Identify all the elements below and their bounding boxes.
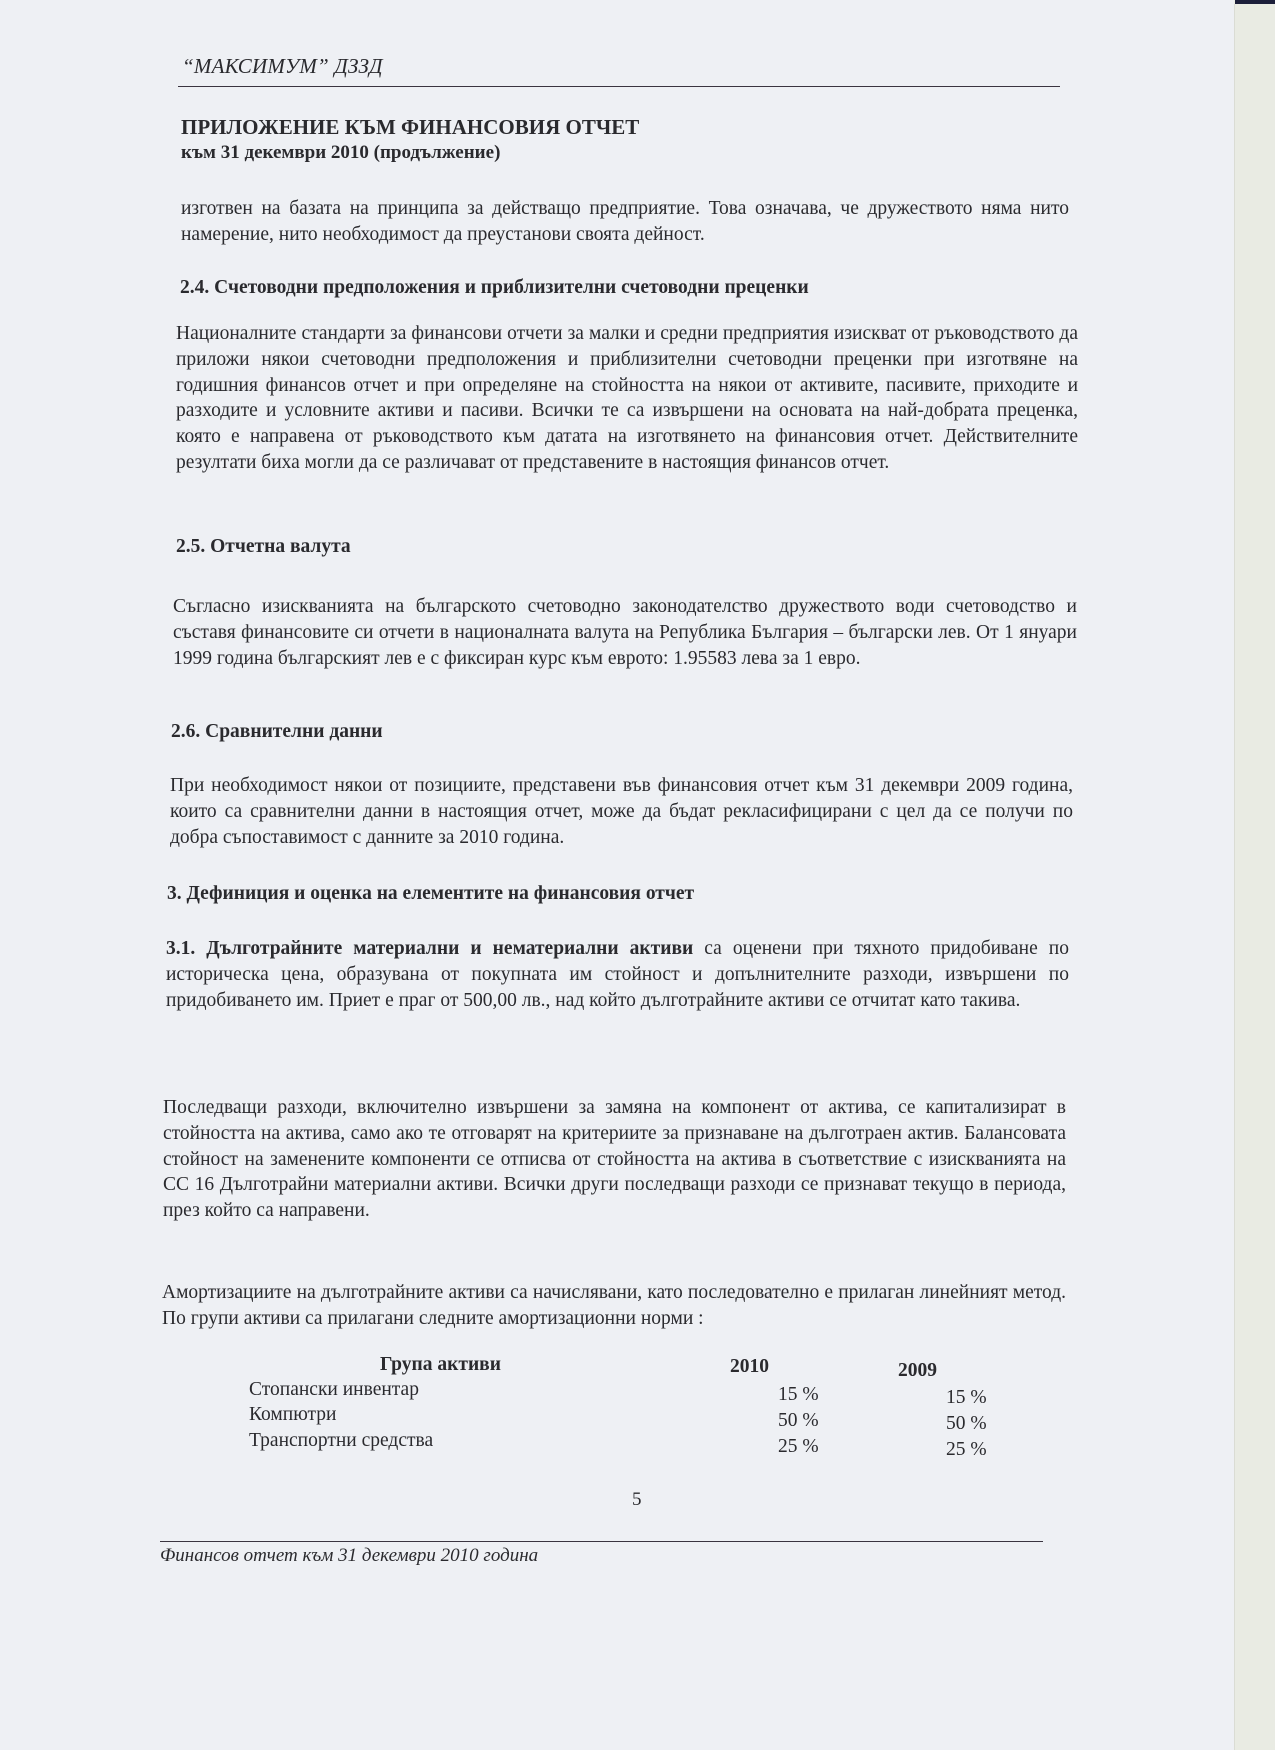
section-2-4-paragraph: Националните стандарти за финансови отчети за малки и средни предприятия изискват от ръководството да приложи някои счетоводни предположения и приблизителни счетоводни преценки при изготвяне на годишния финансов отчет и при определяне на стойността на някои от активите, пасивите, приходите и разходите и условните активи и пасиви. Всички те са извършени на основата на най-добрата преценка, която е направена от ръководството към датата на изготвянето на финансовия отчет. Действителните резултати биха могли да се различават от представените в настоящия финансов отчет. [176,323,1078,473]
table-row-2010-value: 50 % [778,1410,819,1431]
header-rule [178,86,1060,87]
table-row-2009-value: 50 % [946,1413,987,1434]
company-name: “МАКСИМУМ” ДЗЗД [182,54,383,78]
page-number: 5 [632,1489,642,1510]
section-3-1-bold-lead: 3.1. Дълготрайните материални и нематериални активи [166,938,694,959]
document-title: ПРИЛОЖЕНИЕ КЪМ ФИНАНСОВИЯ ОТЧЕТ [181,115,640,139]
table-row-2009-value: 15 % [946,1387,987,1408]
footer-text: Финансов отчет към 31 декември 2010 година [160,1545,539,1566]
section-3-heading: 3. Дефиниция и оценка на елементите на финансовия отчет [167,883,695,904]
section-2-5-paragraph: Съгласно изискванията на българското счетоводно законодателство дружеството води счетоводство и съставя финансовите си отчети в националната валута на Република България – български лев. От 1 януари 1999 година българският лев е с фиксиран курс към еврото: 1.95583 лева за 1 евро. [173,596,1077,669]
table-header-2009: 2009 [898,1360,937,1381]
intro-paragraph: изготвен на базата на принципа за действащо предприятие. Това означава, че дружеството няма нито намерение, нито необходимост да преустанови своята дейност. [181,198,1069,245]
section-2-6-heading: 2.6. Сравнителни данни [171,721,383,742]
section-2-5-heading: 2.5. Отчетна валута [176,536,351,557]
scan-corner [1235,0,1275,4]
subsequent-costs-paragraph: Последващи разходи, включително извършени за замяна на компонент от актива, се капитализират в стойността на актива, само ако те отговарят на критериите за признаване на дълготраен актив. Балансовата стойност на заменените компоненти се отписва от стойността на актива в съответствие с изискванията на СС 16 Дълготрайни материални активи. Всички други последващи разходи се признават текущо в периода, през който са направени. [163,1097,1066,1222]
table-row-group: Транспортни средства [249,1430,434,1451]
document-subtitle: към 31 декември 2010 (продължение) [181,142,501,163]
table-header-2010: 2010 [730,1356,769,1377]
table-row-2010-value: 25 % [778,1436,819,1457]
table-row-2009-value: 25 % [946,1439,987,1460]
table-row-group: Компютри [249,1404,337,1425]
scan-edge [1234,4,1275,1750]
footer-rule [160,1541,1043,1542]
section-2-4-heading: 2.4. Счетоводни предположения и приблизителни счетоводни преценки [180,277,809,298]
table-row-2010-value: 15 % [778,1384,819,1405]
table-row-group: Стопански инвентар [249,1379,419,1400]
section-3-1-paragraph [166,936,1069,1013]
depreciation-paragraph: Амортизациите на дълготрайните активи са начислявани, като последователно е прилаган линейният метод. По групи активи са прилагани следните амортизационни норми : [162,1282,1066,1329]
section-3-1-text: са оценени при тяхното придобиване по историческа цена, образувана от покупната им стойност и допълнителните разходи, извършени по придобиването им. Приет е праг от 500,00 лв., над който дълготрайните активи се отчитат като такива. [166,938,1069,1011]
section-2-6-paragraph: При необходимост някои от позициите, представени във финансовия отчет към 31 декември 2009 година, които са сравнителни данни в настоящия отчет, може да бъдат рекласифицирани с цел да се получи по добра съпоставимост с данните за 2010 година. [170,775,1073,848]
table-header-group: Група активи [380,1354,501,1375]
